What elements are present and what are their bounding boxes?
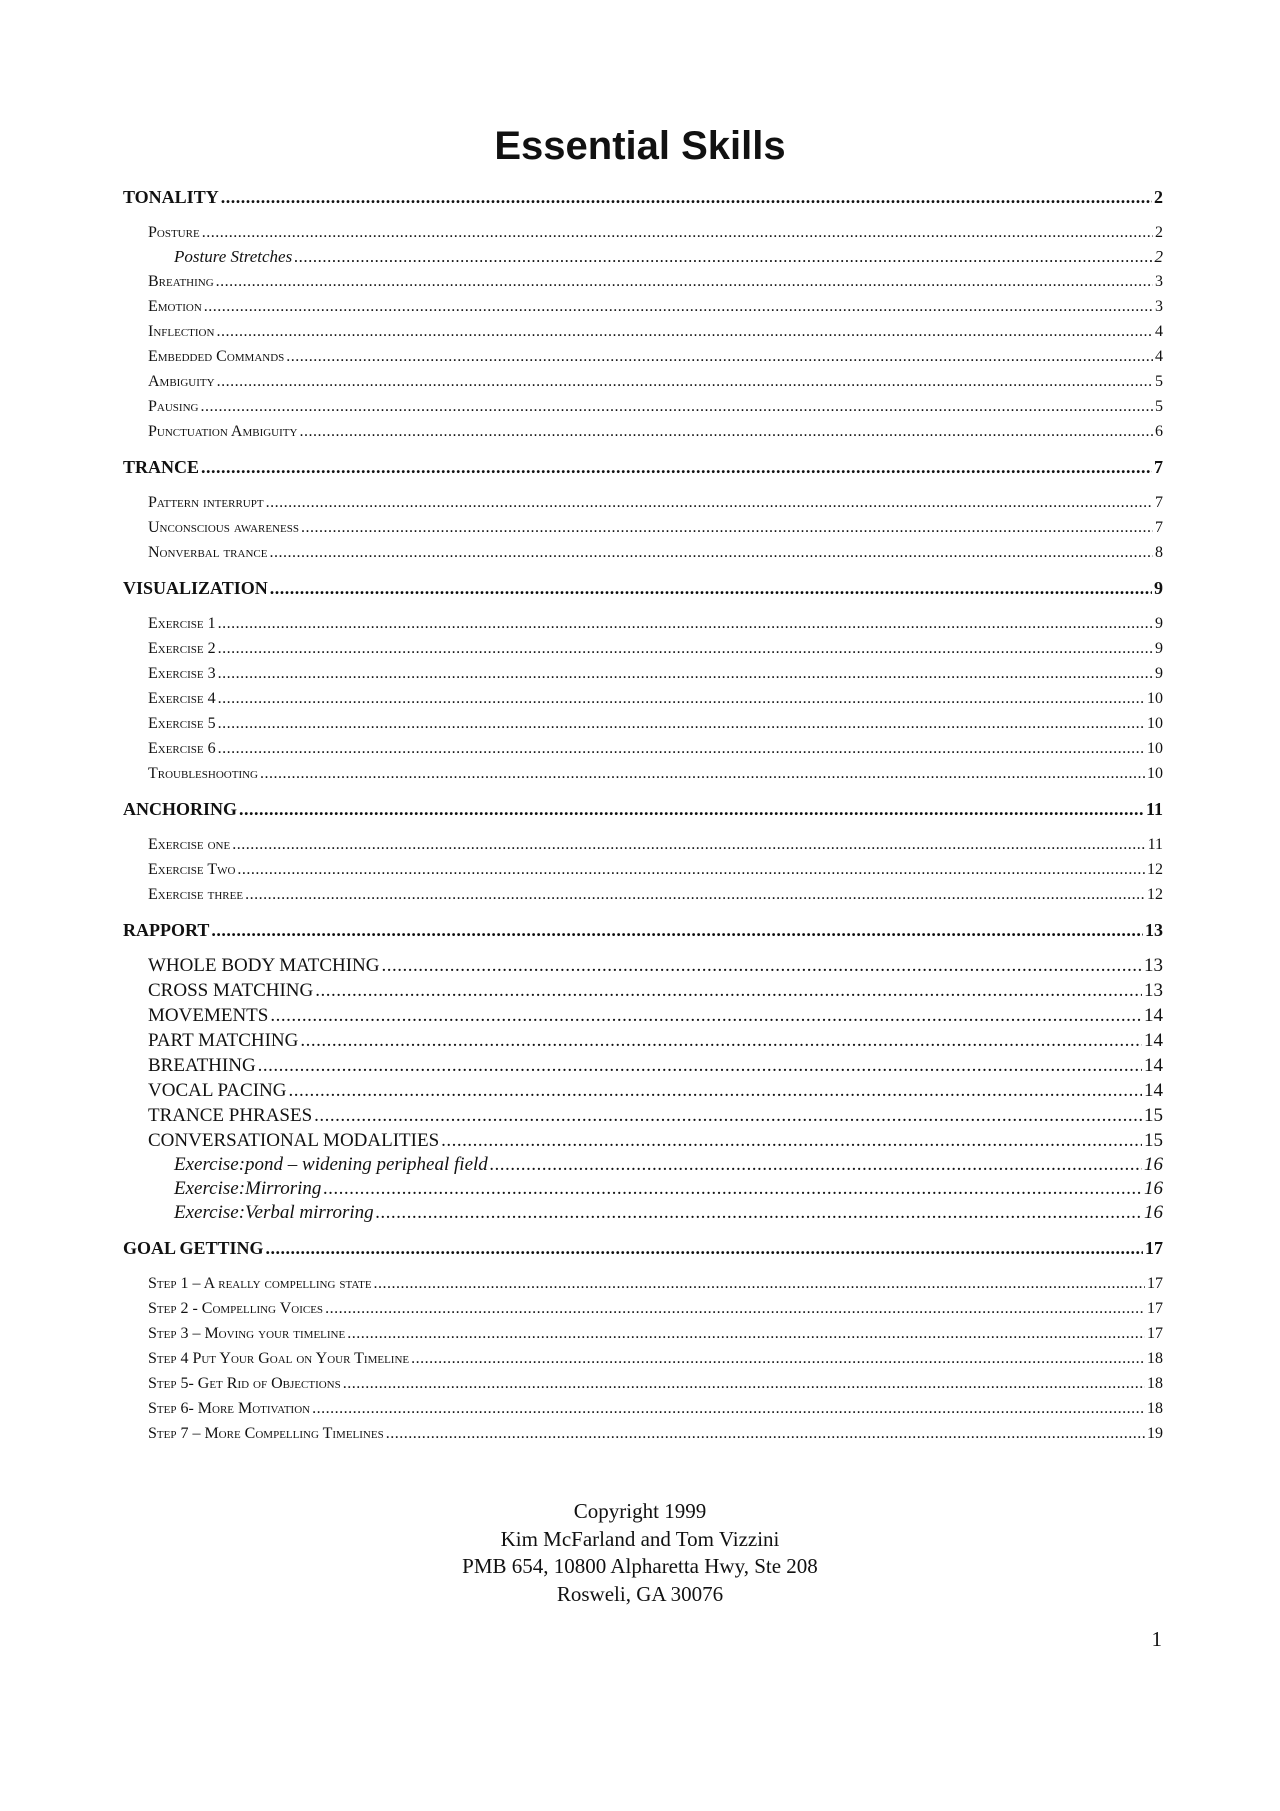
- toc-section-rapport: [123, 918, 1163, 1225]
- toc-heading[interactable]: [123, 797, 1163, 822]
- dot-leader: [314, 1103, 1142, 1128]
- copyright-block: [0, 1498, 1280, 1608]
- toc-entry-label: Exercise 1: [148, 615, 216, 632]
- toc-page-number: 7: [1155, 519, 1163, 536]
- toc-page-number: 11: [1145, 799, 1163, 819]
- toc-entry[interactable]: [123, 1271, 1163, 1296]
- dot-leader: [204, 294, 1153, 319]
- toc-entry-label: Inflection: [148, 323, 215, 340]
- toc-entry[interactable]: [123, 515, 1163, 540]
- dot-leader: [294, 245, 1152, 269]
- dot-leader: [343, 1371, 1145, 1396]
- toc-heading-label: TRANCE: [123, 457, 200, 477]
- toc-entry[interactable]: [123, 1003, 1163, 1028]
- toc-page-number: 18: [1147, 1350, 1163, 1367]
- toc-entry-label: Posture: [148, 224, 200, 241]
- toc-heading-label: RAPPORT: [123, 920, 210, 940]
- toc-page-number: 14: [1144, 1030, 1163, 1051]
- toc-page-number: 10: [1147, 740, 1163, 757]
- dot-leader: [288, 1078, 1142, 1103]
- dot-leader: [347, 1321, 1145, 1346]
- toc-heading[interactable]: [123, 576, 1163, 601]
- toc-entry-label: Embedded Commands: [148, 348, 285, 365]
- toc-entry-label: CONVERSATIONAL MODALITIES: [148, 1130, 440, 1151]
- toc-entry-label: Mirroring: [245, 1178, 322, 1199]
- toc-page-number: 19: [1147, 1425, 1163, 1442]
- toc-page-number: 18: [1147, 1375, 1163, 1392]
- toc-entry[interactable]: [123, 490, 1163, 515]
- toc-heading[interactable]: [123, 1236, 1163, 1261]
- dot-leader: [232, 832, 1145, 857]
- toc-heading[interactable]: [123, 185, 1163, 210]
- toc-entry[interactable]: [123, 1053, 1163, 1078]
- toc-entry-label: Posture Stretches: [174, 247, 293, 266]
- toc-entry[interactable]: [123, 540, 1163, 565]
- toc-page-number: 6: [1155, 423, 1163, 440]
- toc-page-number: 14: [1144, 1005, 1163, 1026]
- dot-leader: [201, 455, 1152, 480]
- dot-leader: [312, 1396, 1145, 1421]
- toc-entry-label: pond – widening peripheal field: [245, 1154, 488, 1175]
- toc-entry[interactable]: [123, 1421, 1163, 1446]
- dot-leader: [216, 319, 1153, 344]
- toc-subentry[interactable]: [123, 1153, 1163, 1177]
- toc-page-number: 7: [1155, 494, 1163, 511]
- toc-page-number: 3: [1155, 298, 1163, 315]
- toc-entry-label: Step 1 – A really compelling state: [148, 1275, 372, 1292]
- toc-page-number: 17: [1145, 1238, 1163, 1258]
- toc-entry[interactable]: [123, 611, 1163, 636]
- dot-leader: [218, 636, 1153, 661]
- dot-leader: [211, 918, 1143, 943]
- toc-entry-label: Unconscious awareness: [148, 519, 299, 536]
- toc-entry[interactable]: [123, 978, 1163, 1003]
- toc-subentry[interactable]: [123, 245, 1163, 269]
- page-number: 1: [1151, 1627, 1162, 1651]
- authors-line: Kim McFarland and Tom Vizzini: [500, 1526, 780, 1551]
- copyright-line: Copyright 1999: [573, 1499, 707, 1523]
- toc-entry[interactable]: [123, 661, 1163, 686]
- toc-entry-label: Ambiguity: [148, 373, 215, 390]
- toc-entry-label: Punctuation Ambiguity: [148, 423, 298, 440]
- toc-entry-label: Step 5- Get Rid of Objections: [148, 1375, 341, 1392]
- toc-entry-label: Pattern interrupt: [148, 494, 264, 511]
- toc-entry-label: Exercise three: [148, 886, 244, 903]
- dot-leader: [217, 369, 1153, 394]
- toc-entry-label: Breathing: [148, 273, 214, 290]
- toc-page-number: 14: [1144, 1055, 1163, 1076]
- toc-entry-label: MOVEMENTS: [148, 1005, 269, 1026]
- table-of-contents: [123, 185, 1163, 1446]
- exercise-prefix: Exercise:: [174, 1178, 246, 1199]
- toc-page-number: 16: [1144, 1154, 1163, 1175]
- toc-page-number: 16: [1144, 1202, 1163, 1223]
- dot-leader: [411, 1346, 1145, 1371]
- toc-entry[interactable]: [123, 1128, 1163, 1153]
- toc-entry-label: Step 4 Put Your Goal on Your Timeline: [148, 1350, 410, 1367]
- toc-page-number: 10: [1147, 690, 1163, 707]
- dot-leader: [382, 953, 1143, 978]
- toc-page-number: 15: [1144, 1105, 1163, 1126]
- toc-heading[interactable]: [123, 455, 1163, 480]
- dot-leader: [239, 797, 1144, 822]
- toc-entry-label: PART MATCHING: [148, 1030, 299, 1051]
- toc-page-number: 10: [1147, 765, 1163, 782]
- dot-leader: [266, 490, 1153, 515]
- toc-page-number: 5: [1155, 373, 1163, 390]
- toc-entry-label: Verbal mirroring: [245, 1202, 374, 1223]
- toc-entry-label: Exercise 4: [148, 690, 216, 707]
- city-line: Rosweli, GA 30076: [556, 1581, 724, 1606]
- toc-entry[interactable]: [123, 344, 1163, 369]
- toc-entry[interactable]: [123, 419, 1163, 444]
- toc-entry[interactable]: [123, 857, 1163, 882]
- toc-heading[interactable]: [123, 918, 1163, 943]
- dot-leader: [216, 269, 1153, 294]
- dot-leader: [374, 1271, 1145, 1296]
- toc-page-number: 13: [1144, 980, 1163, 1001]
- toc-entry[interactable]: [123, 1346, 1163, 1371]
- dot-leader: [260, 761, 1145, 786]
- dot-leader: [325, 1296, 1145, 1321]
- toc-entry-label: Step 7 – More Compelling Timelines: [148, 1425, 384, 1442]
- toc-page-number: 8: [1155, 544, 1163, 561]
- toc-entry-label: BREATHING: [148, 1055, 256, 1076]
- toc-section-trance: [123, 455, 1163, 565]
- toc-entry-label: VOCAL PACING: [148, 1080, 287, 1101]
- toc-section-goal-getting: [123, 1236, 1163, 1446]
- toc-entry-label: Exercise Two: [148, 861, 236, 878]
- dot-leader: [218, 661, 1153, 686]
- toc-page-number: 12: [1147, 886, 1163, 903]
- dot-leader: [200, 394, 1153, 419]
- dot-leader: [245, 882, 1145, 907]
- toc-entry-label: Emotion: [148, 298, 202, 315]
- toc-entry[interactable]: [123, 1321, 1163, 1346]
- dot-leader: [218, 611, 1153, 636]
- toc-page-number: 17: [1147, 1300, 1163, 1317]
- dot-leader: [490, 1153, 1142, 1177]
- toc-subentry[interactable]: [123, 1177, 1163, 1201]
- toc-entry[interactable]: [123, 319, 1163, 344]
- toc-entry[interactable]: [123, 736, 1163, 761]
- dot-leader: [202, 220, 1153, 245]
- toc-entry[interactable]: [123, 394, 1163, 419]
- toc-page-number: 13: [1144, 955, 1163, 976]
- toc-entry[interactable]: [123, 294, 1163, 319]
- toc-page-number: 17: [1147, 1325, 1163, 1342]
- toc-entry-label: Exercise 6: [148, 740, 216, 757]
- toc-page-number: 7: [1154, 457, 1163, 477]
- dot-leader: [221, 185, 1152, 210]
- toc-page-number: 2: [1154, 247, 1163, 266]
- toc-entry-label: Step 6- More Motivation: [148, 1400, 311, 1417]
- toc-page-number: 4: [1155, 323, 1163, 340]
- toc-entry-label: Step 3 – Moving your timeline: [148, 1325, 346, 1342]
- toc-entry-label: Exercise 3: [148, 665, 216, 682]
- toc-page-number: 4: [1155, 348, 1163, 365]
- dot-leader: [270, 1003, 1142, 1028]
- dot-leader: [376, 1201, 1142, 1225]
- dot-leader: [315, 978, 1142, 1003]
- toc-page-number: 3: [1155, 273, 1163, 290]
- toc-entry[interactable]: [123, 1296, 1163, 1321]
- dot-leader: [258, 1053, 1142, 1078]
- toc-page-number: 2: [1155, 224, 1163, 241]
- toc-entry-label: Exercise 5: [148, 715, 216, 732]
- toc-page-number: 9: [1155, 640, 1163, 657]
- toc-heading-label: ANCHORING: [123, 799, 238, 819]
- toc-page-number: 9: [1155, 665, 1163, 682]
- toc-heading-label: TONALITY: [123, 187, 219, 207]
- toc-entry[interactable]: [123, 1078, 1163, 1103]
- dot-leader: [299, 419, 1153, 444]
- toc-page-number: 11: [1147, 836, 1163, 853]
- toc-entry[interactable]: [123, 220, 1163, 245]
- dot-leader: [270, 576, 1152, 601]
- toc-page-number: 17: [1147, 1275, 1163, 1292]
- toc-heading-label: GOAL GETTING: [123, 1238, 264, 1258]
- dot-leader: [218, 686, 1145, 711]
- toc-section-tonality: [123, 185, 1163, 444]
- toc-entry-label: Step 2 - Compelling Voices: [148, 1300, 324, 1317]
- toc-entry-label: Pausing: [148, 398, 199, 415]
- toc-section-anchoring: [123, 797, 1163, 907]
- toc-entry-label: Exercise one: [148, 836, 231, 853]
- toc-entry[interactable]: [123, 882, 1163, 907]
- toc-entry[interactable]: [123, 636, 1163, 661]
- address-line: PMB 654, 10800 Alpharetta Hwy, Ste 208: [462, 1554, 818, 1578]
- toc-entry-label: TRANCE PHRASES: [148, 1105, 313, 1126]
- toc-entry[interactable]: [123, 761, 1163, 786]
- dot-leader: [301, 515, 1153, 540]
- dot-leader: [218, 736, 1145, 761]
- toc-entry[interactable]: [123, 1103, 1163, 1128]
- toc-page-number: 2: [1154, 187, 1163, 207]
- dot-leader: [237, 857, 1145, 882]
- toc-page-number: 15: [1144, 1130, 1163, 1151]
- exercise-prefix: Exercise:: [174, 1154, 246, 1175]
- dot-leader: [218, 711, 1145, 736]
- toc-entry[interactable]: [123, 369, 1163, 394]
- toc-entry-label: Exercise 2: [148, 640, 216, 657]
- toc-page-number: 5: [1155, 398, 1163, 415]
- toc-entry-label: Nonverbal trance: [148, 544, 268, 561]
- toc-page-number: 16: [1144, 1178, 1163, 1199]
- toc-entry[interactable]: [123, 1028, 1163, 1053]
- toc-heading-label: VISUALIZATION: [123, 578, 268, 598]
- toc-page-number: 10: [1147, 715, 1163, 732]
- dot-leader: [300, 1028, 1142, 1053]
- toc-entry[interactable]: [123, 953, 1163, 978]
- toc-entry-label: CROSS MATCHING: [148, 980, 314, 1001]
- dot-leader: [286, 344, 1153, 369]
- toc-page-number: 14: [1144, 1080, 1163, 1101]
- toc-entry[interactable]: [123, 711, 1163, 736]
- toc-entry[interactable]: [123, 686, 1163, 711]
- exercise-prefix: Exercise:: [174, 1202, 246, 1223]
- toc-entry[interactable]: [123, 832, 1163, 857]
- dot-leader: [269, 540, 1153, 565]
- dot-leader: [266, 1236, 1143, 1261]
- toc-page-number: 9: [1154, 578, 1163, 598]
- document-title: Essential Skills: [494, 124, 786, 168]
- toc-entry[interactable]: [123, 1396, 1163, 1421]
- toc-entry-label: WHOLE BODY MATCHING: [148, 955, 380, 976]
- dot-leader: [386, 1421, 1145, 1446]
- toc-page-number: 9: [1155, 615, 1163, 632]
- toc-entry[interactable]: [123, 1371, 1163, 1396]
- toc-entry[interactable]: [123, 269, 1163, 294]
- toc-page-number: 13: [1145, 920, 1163, 940]
- toc-page-number: 18: [1147, 1400, 1163, 1417]
- dot-leader: [323, 1177, 1142, 1201]
- toc-entry-label: Troubleshooting: [148, 765, 258, 782]
- toc-section-visualization: [123, 576, 1163, 786]
- toc-subentry[interactable]: [123, 1201, 1163, 1225]
- dot-leader: [441, 1128, 1142, 1153]
- toc-page-number: 12: [1147, 861, 1163, 878]
